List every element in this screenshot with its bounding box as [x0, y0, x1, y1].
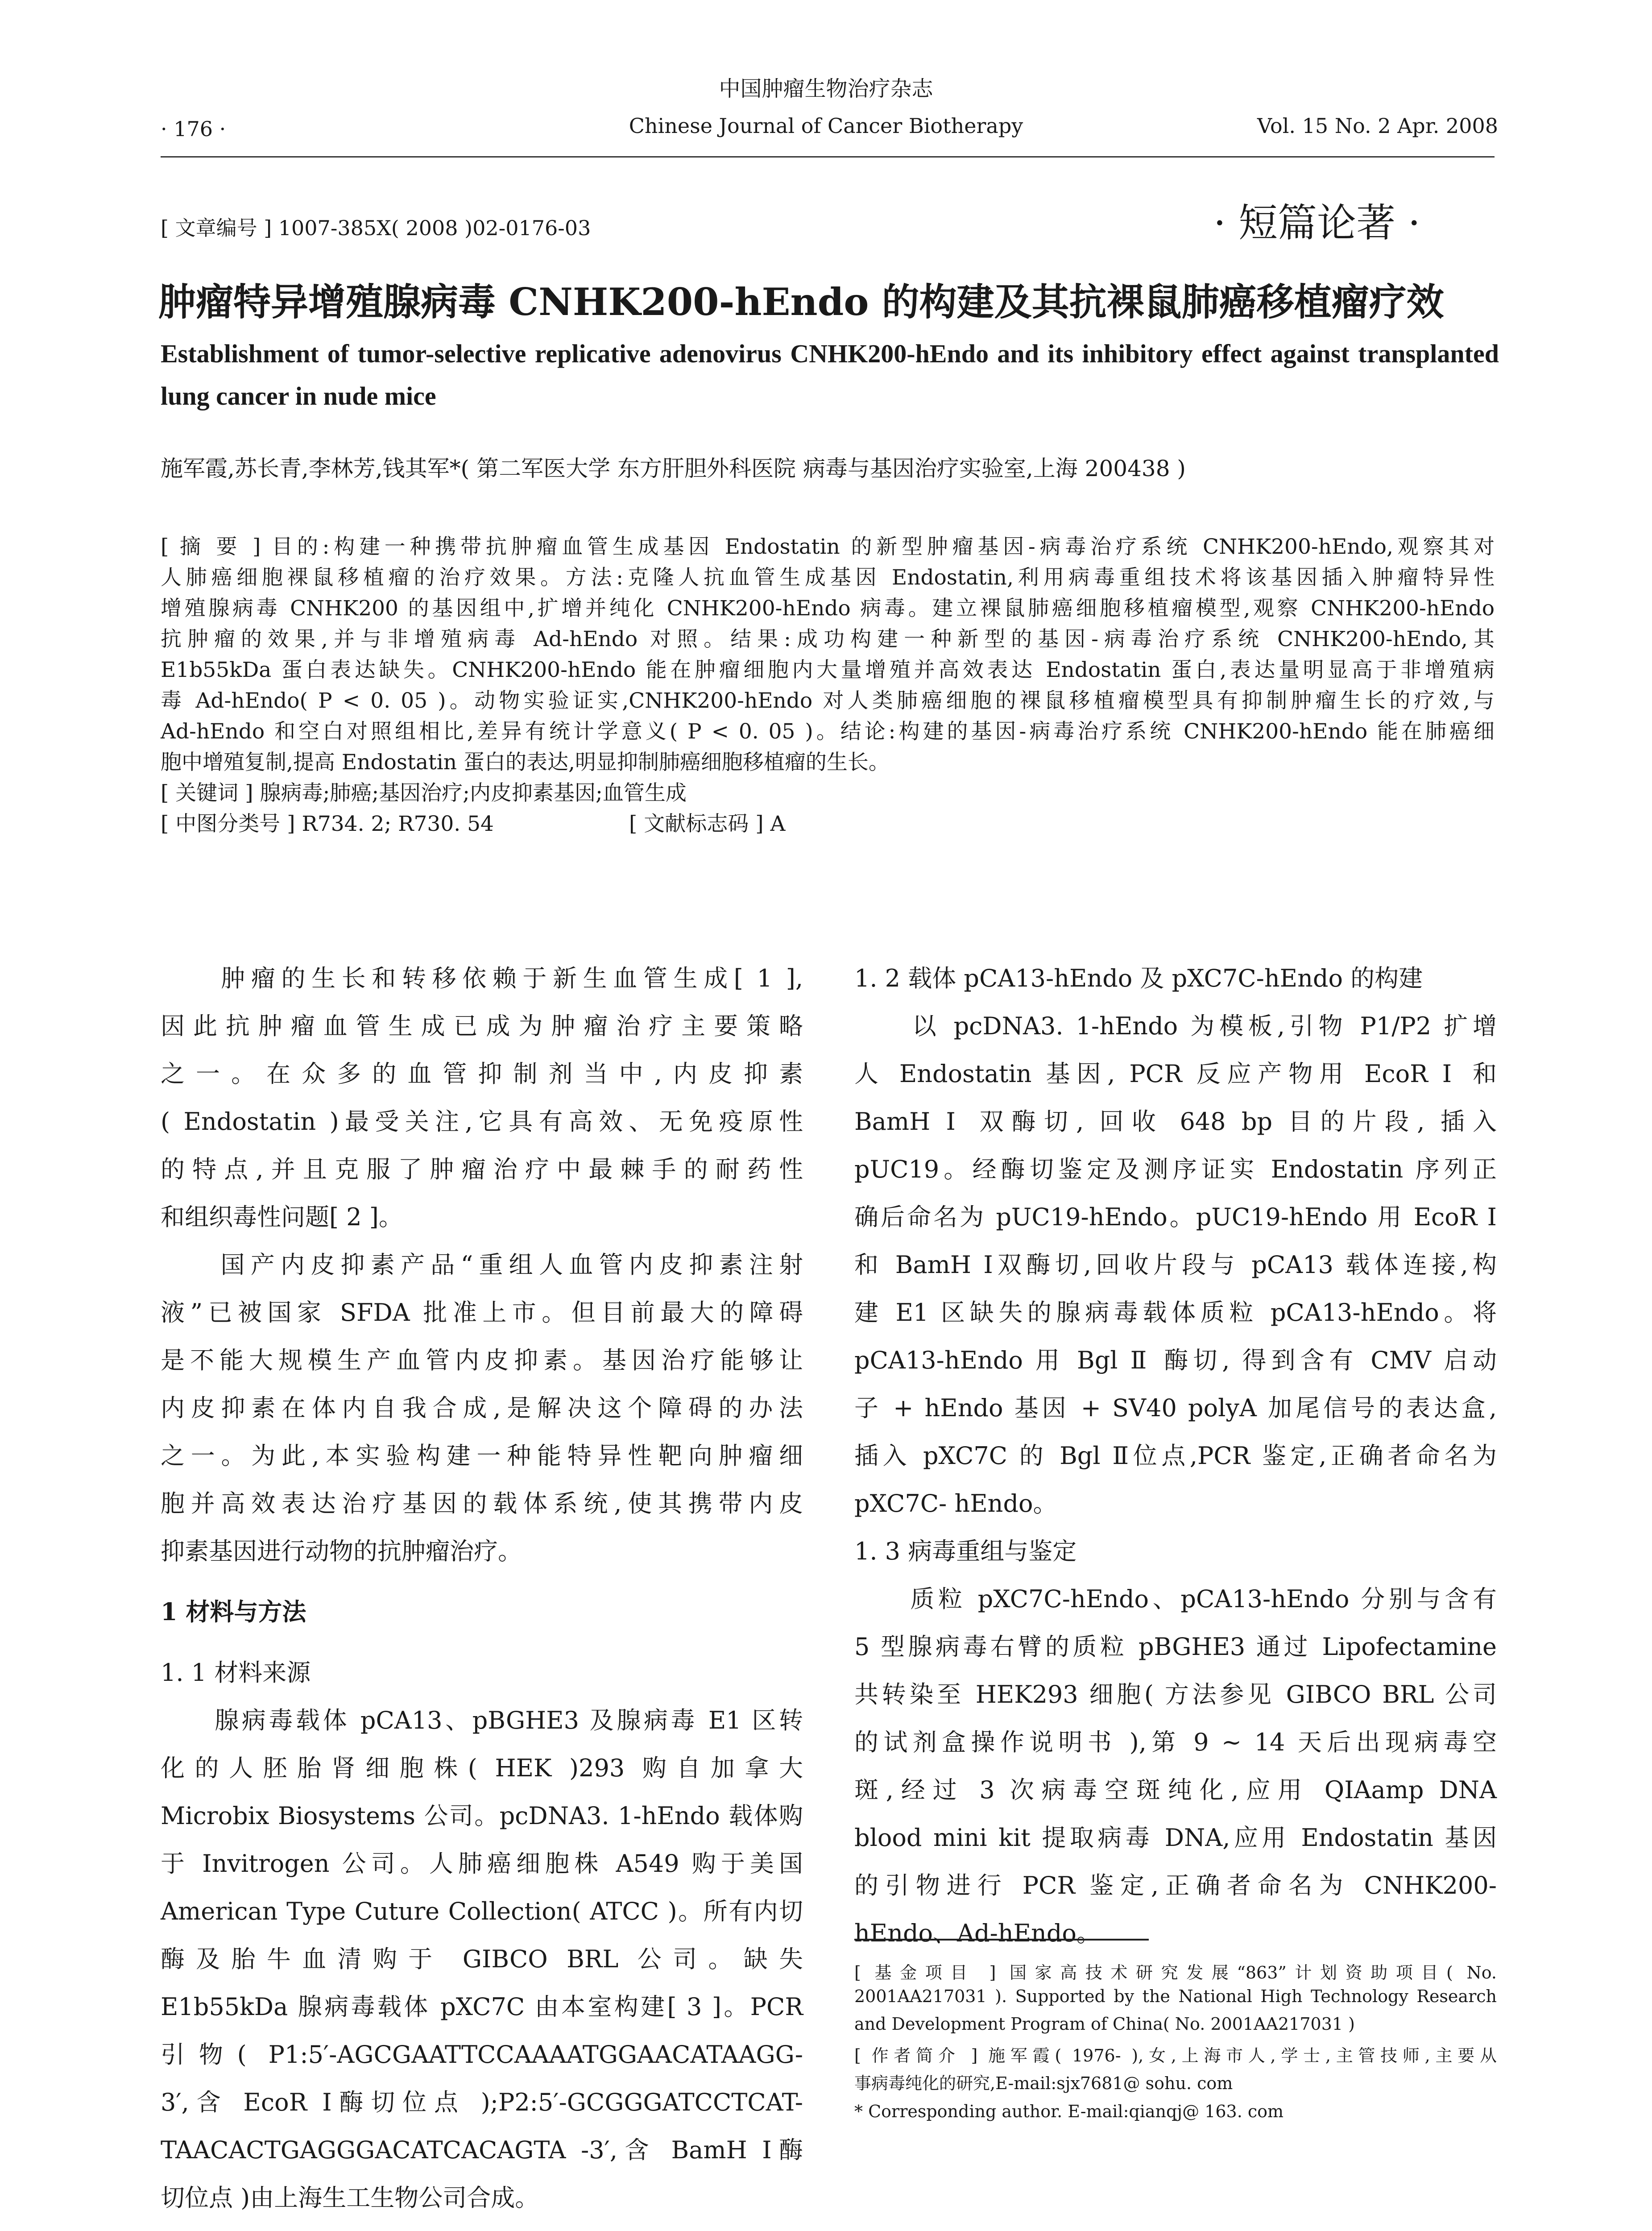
- footnote-line: [ 作者简介 ] 施军霞( 1976- ),女,上海市人,学士,主管技师,主要从: [854, 2046, 1497, 2065]
- abstract-line: [ 摘 要 ] 目的:构建一种携带抗肿瘤血管生成基因 Endostatin 的新型肿瘤基因-病毒治疗系统 CNHK200-hEndo,观察其对: [161, 535, 1495, 559]
- keywords: [ 关键词 ] 腺病毒;肺癌;基因治疗;内皮抑素基因;血管生成: [161, 781, 687, 805]
- body-line: TAACACTGAGGGACATCACAGTA -3′,含 BamH Ⅰ酶: [161, 2136, 803, 2164]
- body-line: Microbix Biosystems 公司。pcDNA3. 1-hEndo 载体购: [161, 1802, 803, 1830]
- body-line: American Type Cuture Collection( ATCC )。所有内切: [161, 1897, 803, 1925]
- abstract-line: Ad-hEndo 和空白对照组相比,差异有统计学意义( P < 0. 05 )。结论:构建的基因-病毒治疗系统 CNHK200-hEndo 能在肺癌细: [161, 719, 1495, 744]
- body-line: 3′,含 EcoR Ⅰ酶切位点 );P2:5′-GCGGGATCCTCAT-: [161, 2088, 803, 2116]
- subsection-heading: 1. 2 载体 pCA13-hEndo 及 pXC7C-hEndo 的构建: [854, 964, 1423, 992]
- footnote-rule: [854, 1939, 1149, 1941]
- body-line: 的引物进行 PCR 鉴定,正确者命名为 CNHK200-: [854, 1871, 1497, 1899]
- footnote-line: 2001AA217031 ). Supported by the National High Technology Research: [854, 1986, 1497, 2006]
- body-line: BamH Ⅰ 双酶切, 回收 648 bp 目的片段, 插入: [854, 1107, 1497, 1136]
- abstract-line: 增殖腺病毒 CNHK200 的基因组中,扩增并纯化 CNHK200-hEndo 病毒。建立裸鼠肺癌细胞移植瘤模型,观察 CNHK200-hEndo: [161, 596, 1495, 621]
- footnote-line: [ 基金项目 ] 国家高技术研究发展“863”计划资助项目( No.: [854, 1963, 1497, 1982]
- body-line: 的特点,并且克服了肿瘤治疗中最棘手的耐药性: [161, 1155, 803, 1183]
- body-line: 切位点 )由上海生工生物公司合成。: [161, 2184, 539, 2212]
- body-line: 斑,经过 3 次病毒空斑纯化,应用 QIAamp DNA: [854, 1776, 1497, 1804]
- body-line: ( Endostatin )最受关注,它具有高效、无免疫原性: [161, 1107, 803, 1136]
- body-line: 5 型腺病毒右臂的质粒 pBGHE3 通过 Lipofectamine: [854, 1633, 1497, 1661]
- body-line: hEndo、Ad-hEndo。: [854, 1919, 1101, 1947]
- page-number: · 176 ·: [161, 117, 226, 141]
- body-line: blood mini kit 提取病毒 DNA,应用 Endostatin 基因: [854, 1824, 1497, 1852]
- footnote-line: * Corresponding author. E-mail:qianqj@ 163. com: [854, 2102, 1284, 2121]
- abstract-line: 人肺癌细胞裸鼠移植瘤的治疗效果。方法:克隆人抗血管生成基因 Endostatin,利用病毒重组技术将该基因插入肿瘤特异性: [161, 565, 1495, 590]
- body-line: 人 Endostatin 基因, PCR 反应产物用 EcoR Ⅰ 和: [854, 1060, 1497, 1088]
- body-line: 化的人胚胎肾细胞株( HEK )293 购自加拿大: [161, 1754, 803, 1782]
- body-line: pXC7C- hEndo。: [854, 1489, 1057, 1518]
- issue-info: Vol. 15 No. 2 Apr. 2008: [1257, 114, 1498, 138]
- body-line: 抑素基因进行动物的抗肿瘤治疗。: [161, 1537, 522, 1565]
- body-line: 是不能大规模生产血管内皮抑素。基因治疗能够让: [161, 1346, 803, 1374]
- body-line: 和组织毒性问题[ 2 ]。: [161, 1203, 403, 1231]
- body-line: 内皮抑素在体内自我合成,是解决这个障碍的办法: [161, 1394, 803, 1422]
- body-line: 的试剂盒操作说明书 ),第 9 ~ 14 天后出现病毒空: [854, 1728, 1497, 1756]
- abstract-line: E1b55kDa 蛋白表达缺失。CNHK200-hEndo 能在肿瘤细胞内大量增殖并高效表达 Endostatin 蛋白,表达量明显高于非增殖病: [161, 658, 1495, 682]
- body-line: 于 Invitrogen 公司。人肺癌细胞株 A549 购于美国: [161, 1849, 803, 1878]
- article-number: [ 文章编号 ] 1007-385X( 2008 )02-0176-03: [161, 216, 591, 240]
- body-line: pUC19。经酶切鉴定及测序证实 Endostatin 序列正: [854, 1155, 1497, 1183]
- body-line: 酶及胎牛血清购于 GIBCO BRL 公司。缺失: [161, 1945, 803, 1973]
- body-line: 插入 pXC7C 的 Bgl Ⅱ位点,PCR 鉴定,正确者命名为: [854, 1442, 1497, 1470]
- body-line: pCA13-hEndo 用 Bgl Ⅱ 酶切, 得到含有 CMV 启动: [854, 1346, 1497, 1374]
- footnote-line: 事病毒纯化的研究,E-mail:sjx7681@ sohu. com: [854, 2073, 1233, 2093]
- body-line: 确后命名为 pUC19-hEndo。pUC19-hEndo 用 EcoR Ⅰ: [854, 1203, 1497, 1231]
- body-line: 子 + hEndo 基因 + SV40 polyA 加尾信号的表达盒,: [854, 1394, 1497, 1422]
- body-line: 之一。为此,本实验构建一种能特异性靶向肿瘤细: [161, 1442, 803, 1470]
- journal-title-en: Chinese Journal of Cancer Biotherapy: [629, 114, 1023, 138]
- journal-title-cn: 中国肿瘤生物治疗杂志: [719, 76, 933, 101]
- body-line: 胞并高效表达治疗基因的载体系统,使其携带内皮: [161, 1489, 803, 1518]
- body-line: 液”已被国家 SFDA 批准上市。但目前最大的障碍: [161, 1298, 803, 1327]
- body-line: 腺病毒载体 pCA13、pBGHE3 及腺病毒 E1 区转: [161, 1706, 803, 1734]
- clc-number: [ 中图分类号 ] R734. 2; R730. 54: [161, 812, 494, 836]
- document-code: [ 文献标志码 ] A: [629, 812, 786, 836]
- body-line: 引物( P1:5′-AGCGAATTCCAAAATGGAACATAAGG-: [161, 2040, 803, 2069]
- body-line: 和 BamH Ⅰ双酶切,回收片段与 pCA13 载体连接,构: [854, 1251, 1497, 1279]
- body-line: 以 pcDNA3. 1-hEndo 为模板,引物 P1/P2 扩增: [854, 1012, 1497, 1040]
- title-en: Establishment of tumor-selective replicative adenovirus CNHK200-hEndo and its inhibitory effect against transplanted lung cancer in nude mice: [161, 339, 1499, 411]
- section-tag: · 短篇论著 ·: [1213, 200, 1420, 246]
- body-line: 因此抗肿瘤血管生成已成为肿瘤治疗主要策略: [161, 1012, 803, 1040]
- title-cn: 肿瘤特异增殖腺病毒 CNHK200-hEndo 的构建及其抗裸鼠肺癌移植瘤疗效: [158, 280, 1444, 324]
- body-line: 建 E1 区缺失的腺病毒载体质粒 pCA13-hEndo。将: [854, 1298, 1497, 1327]
- subsection-heading: 1. 1 材料来源: [161, 1659, 311, 1687]
- section-heading: 1 材料与方法: [161, 1597, 306, 1626]
- subsection-heading: 1. 3 病毒重组与鉴定: [854, 1537, 1077, 1565]
- header-rule: [161, 156, 1495, 158]
- body-line: 国产内皮抑素产品“重组人血管内皮抑素注射: [161, 1251, 803, 1279]
- body-line: 之一。在众多的血管抑制剂当中,内皮抑素: [161, 1060, 803, 1088]
- body-line: 共转染至 HEK293 细胞( 方法参见 GIBCO BRL 公司: [854, 1680, 1497, 1708]
- body-line: E1b55kDa 腺病毒载体 pXC7C 由本室构建[ 3 ]。PCR: [161, 1993, 803, 2021]
- abstract-line: 抗肿瘤的效果,并与非增殖病毒 Ad-hEndo 对照。结果:成功构建一种新型的基因-病毒治疗系统 CNHK200-hEndo,其: [161, 627, 1495, 651]
- body-line: 质粒 pXC7C-hEndo、pCA13-hEndo 分别与含有: [854, 1585, 1497, 1613]
- footnote-line: and Development Program of China( No. 2001AA217031 ): [854, 2014, 1355, 2034]
- abstract-line: 胞中增殖复制,提高 Endostatin 蛋白的表达,明显抑制肺癌细胞移植瘤的生长。: [161, 750, 890, 775]
- body-line: 肿瘤的生长和转移依赖于新生血管生成[ 1 ],: [161, 964, 803, 992]
- authors-affiliation: 施军霞,苏长青,李林芳,钱其军*( 第二军医大学 东方肝胆外科医院 病毒与基因治疗实验室,上海 200438 ): [161, 456, 1186, 481]
- abstract-line: 毒 Ad-hEndo( P < 0. 05 )。动物实验证实,CNHK200-hEndo 对人类肺癌细胞的裸鼠移植瘤模型具有抑制肿瘤生长的疗效,与: [161, 688, 1495, 713]
